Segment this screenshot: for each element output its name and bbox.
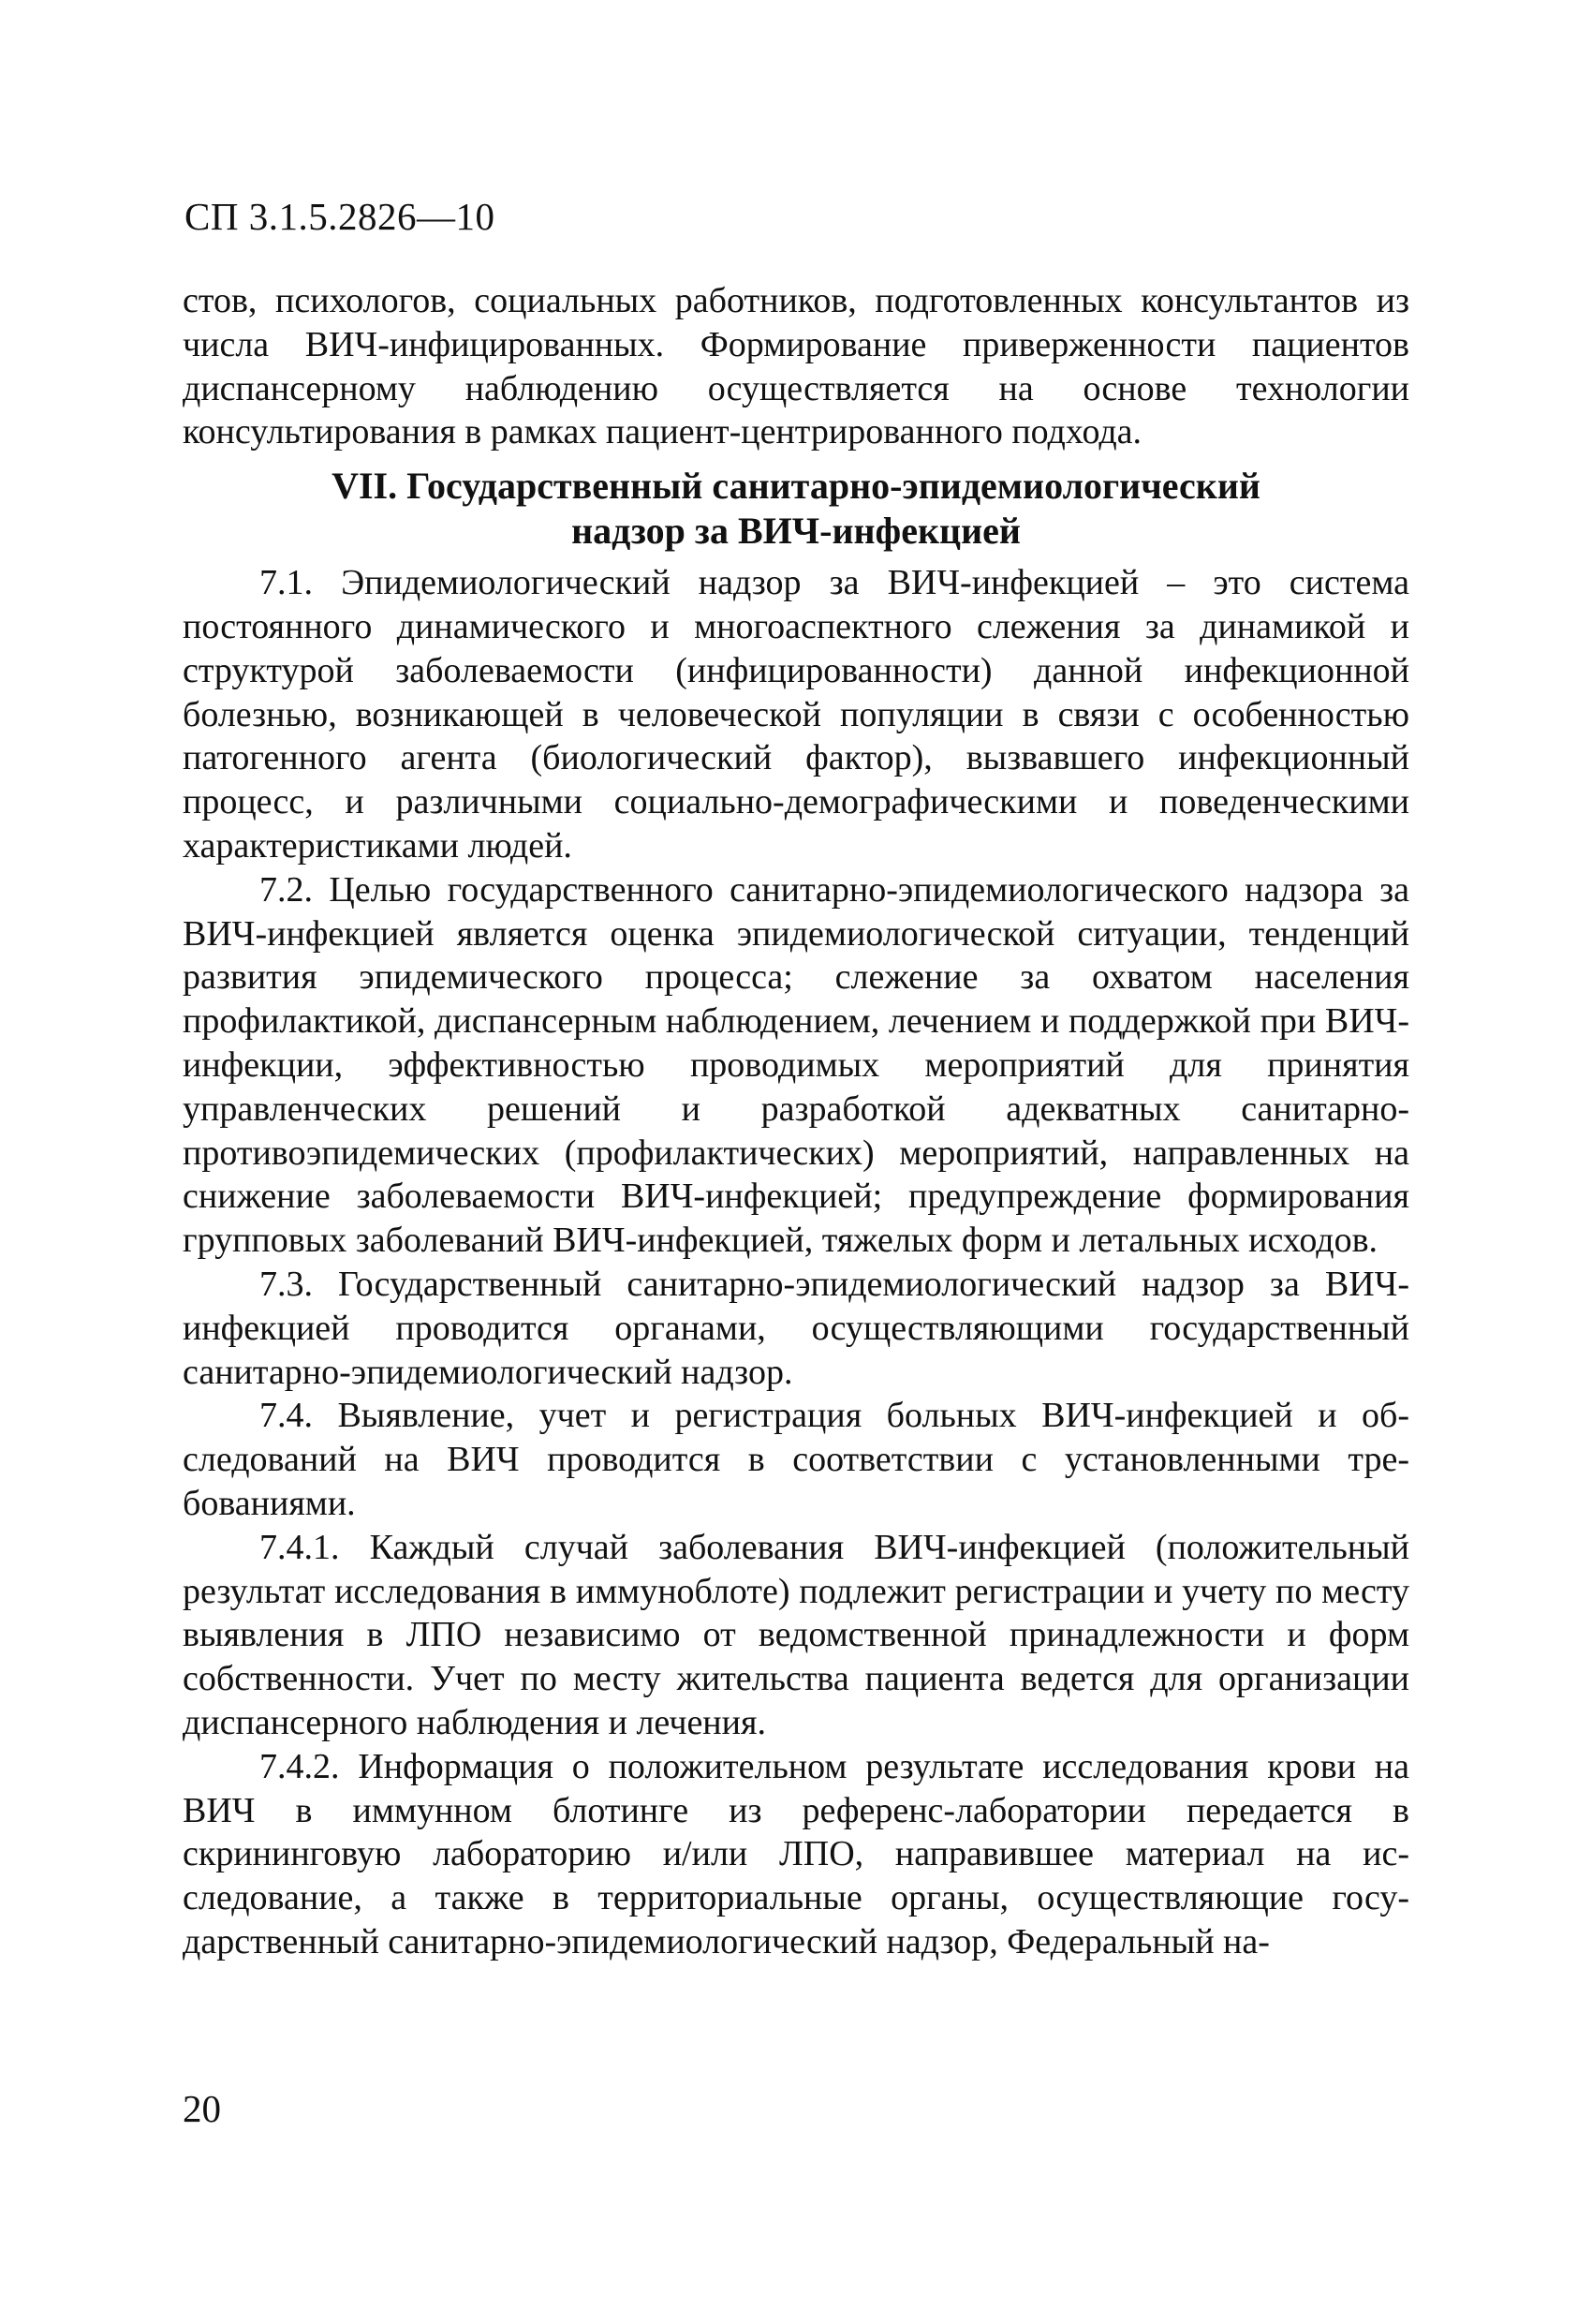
paragraph-7-4: 7.4. Выявление, учет и регистрация больных ВИЧ-инфекцией и обследований на ВИЧ проводится в соответствии с установленными требованиями. — [183, 1396, 1409, 1523]
section-title — [183, 464, 1409, 554]
paragraph-7-1: 7.1. Эпидемиологический надзор за ВИЧ-инфекцией – это система постоянного динамического и многоаспектного слежения за динамикой и структурой заболеваемости (инфицированности) данной инфекционной болезнью, возникающей в человеческой популяции в связи с особенностью патогенного агента (биологический фактор), вызвавшего инфекционный процесс, и различными социально-демографическими и поведенческими характеристиками людей. — [183, 563, 1409, 866]
document-code-header: СП 3.1.5.2826—10 — [184, 195, 495, 238]
paragraph-7-4-2: 7.4.2. Информация о положительном результате исследования крови на ВИЧ в иммунном блотинге из референс-лаборатории передается в скрининговую лабораторию и/или ЛПО, направившее материал на исследование, а также в территориальные органы, осуществляющие государственный санитарно-эпидемиологический надзор, Федеральный на- — [183, 1746, 1409, 1961]
document-body — [183, 279, 1409, 1964]
section-title-line-2: надзор за ВИЧ-инфекцией — [571, 510, 1021, 553]
paragraph-7-4-1: 7.4.1. Каждый случай заболевания ВИЧ-инфекцией (положительный результат исследования в иммуноблоте) подлежит регистрации и учету по месту выявления в ЛПО независимо от ведомственной принадлежности и форм собственности. Учет по месту жительства пациента ведется для организации диспансерного наблюдения и лечения. — [183, 1527, 1409, 1742]
page-number: 20 — [183, 2087, 221, 2130]
section-title-line-1: VII. Государственный санитарно-эпидемиологический — [332, 465, 1260, 508]
paragraph-7-3: 7.3. Государственный санитарно-эпидемиологический надзор за ВИЧ-инфекцией проводится органами, осуществляющими государственный санитарно-эпидемиологический надзор. — [183, 1264, 1409, 1392]
paragraph-7-2: 7.2. Целью государственного санитарно-эпидемиологического надзора за ВИЧ-инфекцией является оценка эпидемиологической ситуации, тенденций развития эпидемического процесса; слежение за охватом населения профилактикой, диспансерным наблюдением, лечением и поддержкой при ВИЧ-инфекции, эффективностью проводимых мероприятий для принятия управленческих решений и разработкой адекватных санитарно-противоэпидемических (профилактических) мероприятий, направленных на снижение заболеваемости ВИЧ-инфекцией; предупреждение формирования групповых заболеваний ВИЧ-инфекцией, тяжелых форм и летальных исходов. — [183, 869, 1409, 1261]
paragraph-continuation: стов, психологов, социальных работников, подготовленных консультантов из числа ВИЧ-инфицированных. Формирование приверженности пациентов диспансерному наблюдению осуществляется на основе технологии консультирования в рамках пациент-центрированного подхода. — [183, 281, 1409, 452]
